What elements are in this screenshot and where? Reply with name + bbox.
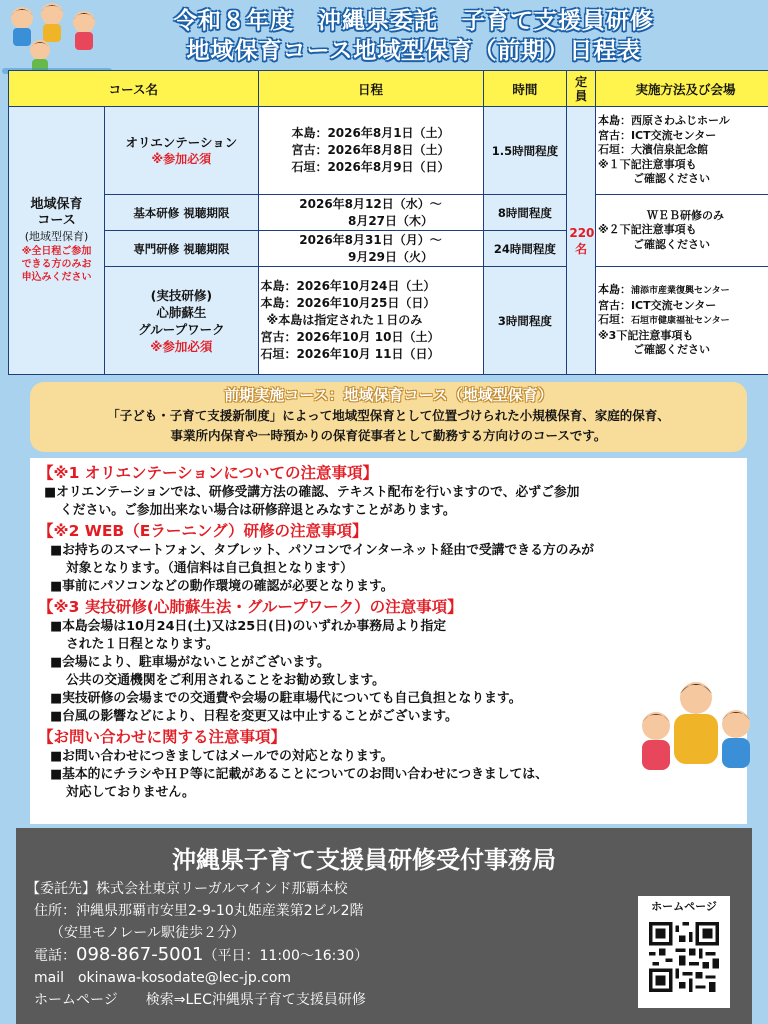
orientation-name: オリエンテーション: [125, 134, 238, 150]
practical-venue-3: [598, 313, 768, 329]
orientation-time: 1.5時間程度: [483, 107, 567, 195]
footer-title: 沖縄県子育て支援員研修受付事務局: [172, 846, 556, 874]
practical-required: ※参加必須: [150, 338, 213, 354]
caution-2-line1: ■お持ちのスマートフォン、タブレット、パソコンでインターネット経由で受講できる方のみが: [50, 543, 595, 558]
course-note-line3: 申込みください: [21, 272, 92, 283]
practical-date-1: 本島：2026年10月24日（土）: [260, 279, 436, 293]
orientation-venue-note-2: ご確認ください: [621, 172, 710, 186]
basic-training-name: 基本研修 視聴期限: [105, 195, 258, 231]
specialized-training-dates-cell: [258, 231, 483, 267]
practical-venue-3-label: 石垣：: [597, 313, 631, 327]
header-venue: 実施方法及び会場: [595, 71, 768, 107]
caution-3-line5: ■実技研修の会場までの交通費や会場の駐車場代についても自己負担となります。: [50, 691, 522, 706]
capacity-unit: 名: [575, 241, 588, 256]
practical-venue-cell: [595, 267, 768, 375]
practical-date-4: 石垣：2026年10月 11日（日）: [260, 347, 440, 361]
practical-dates-cell: [258, 267, 483, 375]
footer-contact: [16, 828, 752, 1024]
family-illustration: [626, 672, 766, 776]
header-capacity-2: 員: [575, 88, 588, 103]
course-description-box: [30, 382, 747, 452]
practical-venue-2: 宮古：ICT交流センター: [597, 298, 717, 312]
orientation-date-3: 石垣：2026年8月9日（日）: [291, 160, 450, 174]
capacity-cell: [567, 107, 596, 375]
course-description-title: 前期実施コース：地域保育コース（地域型保育）: [224, 386, 553, 404]
practical-name-2: 心肺蘇生: [156, 304, 207, 320]
course-description-line1: 「子ども・子育て支援新制度」によって地域型保育として位置づけられた小規模保育、家庭的保育、: [107, 408, 670, 423]
caution-2-line3: ■事前にパソコンなどの動作環境の確認が必要となります。: [50, 579, 394, 594]
children-illustration: [2, 0, 112, 80]
specialized-training-name: 専門研修 視聴期限: [105, 231, 258, 267]
caution-3-line3: ■会場により、駐車場がないことがございます。: [50, 655, 330, 670]
caution-4-heading: 【お問い合わせに関する注意事項】: [38, 728, 287, 746]
orientation-venue-3: 石垣：大濱信泉記念館: [597, 143, 708, 157]
caution-1-line2: ください。ご参加出来ない場合は研修辞退とみなすことがあります。: [60, 503, 456, 518]
schedule-table: [8, 70, 768, 375]
header-capacity-1: 定: [575, 74, 588, 89]
practical-venue-1-label: 本島：: [597, 283, 631, 297]
orientation-venue-cell: [595, 107, 768, 195]
caution-3-line2: された１日程となります。: [66, 637, 219, 652]
practical-name-cell: [105, 267, 258, 375]
qr-code-box[interactable]: [638, 896, 730, 1008]
practical-venue-1-name: 浦添市産業復興センター: [630, 286, 730, 297]
web-venue-3: ご確認ください: [621, 237, 710, 251]
course-main-line2: コース: [37, 213, 76, 228]
orientation-date-1: 本島：2026年8月1日（土）: [291, 126, 450, 140]
caution-4-line3: 対応しておりません。: [66, 785, 195, 800]
web-venue-1: ＷＥＢ研修のみ: [646, 208, 724, 222]
orientation-venue-note-1: ※１下記注意事項も: [597, 157, 697, 171]
orientation-venue-1: 本島：西原さわふじホール: [597, 114, 730, 128]
orientation-dates-cell: [258, 107, 483, 195]
practical-date-note: ※本島は指定された１日のみ: [266, 313, 423, 327]
caution-4-line1: ■お問い合わせにつきましてはメールでの対応となります。: [50, 749, 394, 764]
tel-hours: （平日：11:00～16:30）: [203, 948, 369, 964]
header-time: 時間: [483, 71, 567, 107]
page-title: 令和８年度 沖縄県委託 子育て支援員研修: [174, 8, 654, 34]
course-note-line1: ※全日程ご参加: [21, 246, 92, 257]
tel-number[interactable]: 098-867-5001: [76, 944, 204, 965]
caution-3-line1: ■本島会場は10月24日(土)又は25日(日)のいずれか事務局より指定: [50, 619, 447, 634]
header-capacity: [567, 71, 596, 107]
orientation-name-cell: [105, 107, 258, 195]
orientation-venue-2: 宮古：ICT交流センター: [597, 128, 717, 142]
practical-venue-3-name: 石垣市健康福祉センター: [630, 316, 730, 327]
footer-address: 住所：沖縄県那覇市安里2-9-10丸姫産業第2ビル2階: [34, 903, 364, 919]
practical-name-1: (実技研修): [150, 287, 213, 303]
practical-name-3: グループワーク: [138, 321, 225, 337]
specialized-training-date-1: 2026年8月31日（月）～: [299, 232, 442, 247]
caution-1-heading: 【※1 オリエンテーションについての注意事項】: [38, 464, 379, 482]
course-main-cell: [9, 107, 105, 375]
footer-address-note: （安里モノレール駅徒歩２分）: [50, 925, 246, 941]
basic-training-dates-cell: [258, 195, 483, 231]
footer-homepage[interactable]: ホームページ 検索⇒LEC沖縄県子育て支援員研修: [34, 992, 366, 1008]
practical-date-3: 宮古：2026年10月 10日（土）: [260, 330, 440, 344]
footer-mail[interactable]: mail okinawa-kosodate@lec-jp.com: [34, 970, 292, 986]
header-schedule: 日程: [258, 71, 483, 107]
practical-venue-note-2: ご確認ください: [621, 343, 710, 357]
caution-3-line6: ■台風の影響などにより、日程を変更又は中止することがございます。: [50, 709, 458, 724]
course-description-line2: 事業所内保育や一時預かりの保育従事者として勤務する方向けのコースです。: [170, 428, 607, 443]
specialized-training-time: 24時間程度: [483, 231, 567, 267]
practical-date-2: 本島：2026年10月25日（日）: [260, 296, 436, 310]
basic-training-time: 8時間程度: [483, 195, 567, 231]
course-note-line2: できる方のみお: [21, 259, 92, 270]
orientation-date-2: 宮古：2026年8月8日（土）: [291, 143, 450, 157]
caution-1-line1: ■オリエンテーションでは、研修受講方法の確認、テキスト配布を行いますので、必ずご参加: [44, 485, 580, 500]
caution-4-line2: ■基本的にチラシやＨＰ等に記載があることについてのお問い合わせにつきましては、: [50, 767, 548, 782]
qr-code-icon: [649, 922, 719, 992]
caution-2-heading: 【※2 WEB（Eラーニング）研修の注意事項】: [38, 522, 368, 540]
basic-training-date-2: 8月27日（木）: [347, 213, 434, 228]
orientation-required: ※参加必須: [151, 151, 212, 166]
course-main-line3: (地域型保育): [24, 230, 89, 243]
web-venue-cell: [595, 195, 768, 267]
practical-venue-note-1: ※3下記注意事項も: [597, 328, 694, 342]
capacity-number: 220: [569, 225, 595, 240]
caution-3-heading: 【※3 実技研修(心肺蘇生法・グループワーク）の注意事項】: [38, 598, 463, 616]
course-main-line1: 地域保育: [30, 197, 83, 212]
specialized-training-date-2: 9月29日（火）: [347, 249, 434, 264]
footer-commissioned: 【委託先】株式会社東京リーガルマインド那覇本校: [26, 881, 348, 897]
page-subtitle: 地域保育コース地域型保育（前期）日程表: [186, 38, 642, 64]
caution-2-line2: 対象となります。（通信料は自己負担となります）: [66, 561, 353, 576]
web-venue-2: ※２下記注意事項も: [597, 223, 697, 237]
basic-training-date-1: 2026年8月12日（水）～: [299, 196, 442, 211]
qr-label: ホームページ: [651, 900, 717, 913]
tel-label: 電話：: [34, 948, 76, 964]
header-course: コース名: [9, 71, 259, 107]
title-block: [0, 0, 768, 68]
practical-venue-1: [598, 283, 768, 299]
practical-time: 3時間程度: [483, 267, 567, 375]
caution-3-line4: 公共の交通機関をご利用されることをお勧め致します。: [66, 673, 385, 688]
